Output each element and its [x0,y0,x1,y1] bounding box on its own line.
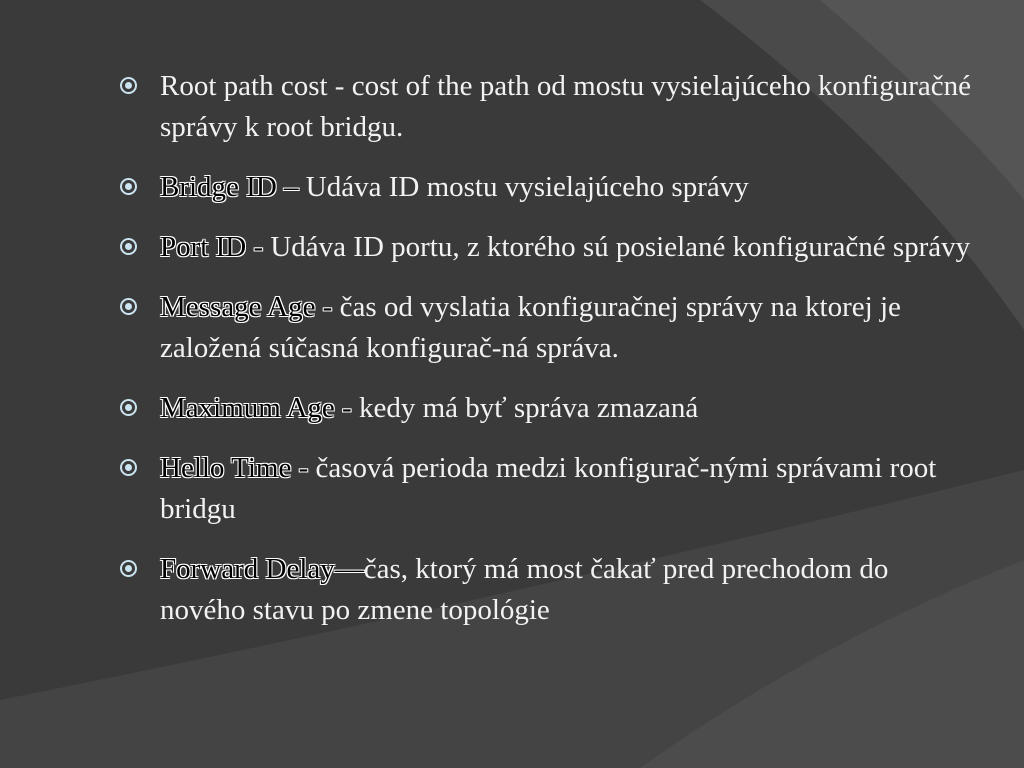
circle-dot-bullet-icon [120,77,137,94]
bullet-term: Bridge ID – [160,171,306,203]
bullet-text: kedy má byť správa zmazaná [358,392,699,424]
bullet-list [120,66,980,631]
circle-dot-bullet-icon [120,560,137,577]
circle-dot-bullet-icon [120,399,137,416]
bullet-term: Port ID - [160,231,271,263]
bullet-bridge-id [120,167,980,208]
bullet-forward-delay [120,549,980,631]
bullet-text: čas, ktorý má most čakať pred prechodom do nového stavu po zmene topológie [160,553,889,626]
bullet-port-id [120,227,980,268]
bullet-hello-time [120,448,980,530]
circle-dot-bullet-icon [120,459,137,476]
bullet-root-path-cost [120,66,980,148]
circle-dot-bullet-icon [120,298,137,315]
slide-content [120,66,980,650]
bullet-text: Udáva ID mostu vysielajúceho správy [305,171,749,203]
bullet-term: Maximum Age - [160,392,359,424]
circle-dot-bullet-icon [120,178,137,195]
bullet-term: Message Age - [160,291,340,323]
bullet-text: čas od vyslatia konfiguračnej správy na ktorej je založená súčasná konfigurač-ná správa. [160,291,901,364]
bullet-maximum-age [120,388,980,429]
circle-dot-bullet-icon [120,238,137,255]
bullet-text: Udáva ID portu, z ktorého sú posielané konfiguračné správy [270,231,971,263]
bullet-term: Hello Time - [160,452,316,484]
bullet-message-age [120,287,980,369]
bullet-text: Root path cost - cost of the path od mostu vysielajúceho konfiguračné správy k root bridgu. [160,70,972,143]
bullet-term: Forward Delay— [160,553,364,585]
bullet-text: časová perioda medzi konfigurač-nými správami root bridgu [160,452,937,525]
